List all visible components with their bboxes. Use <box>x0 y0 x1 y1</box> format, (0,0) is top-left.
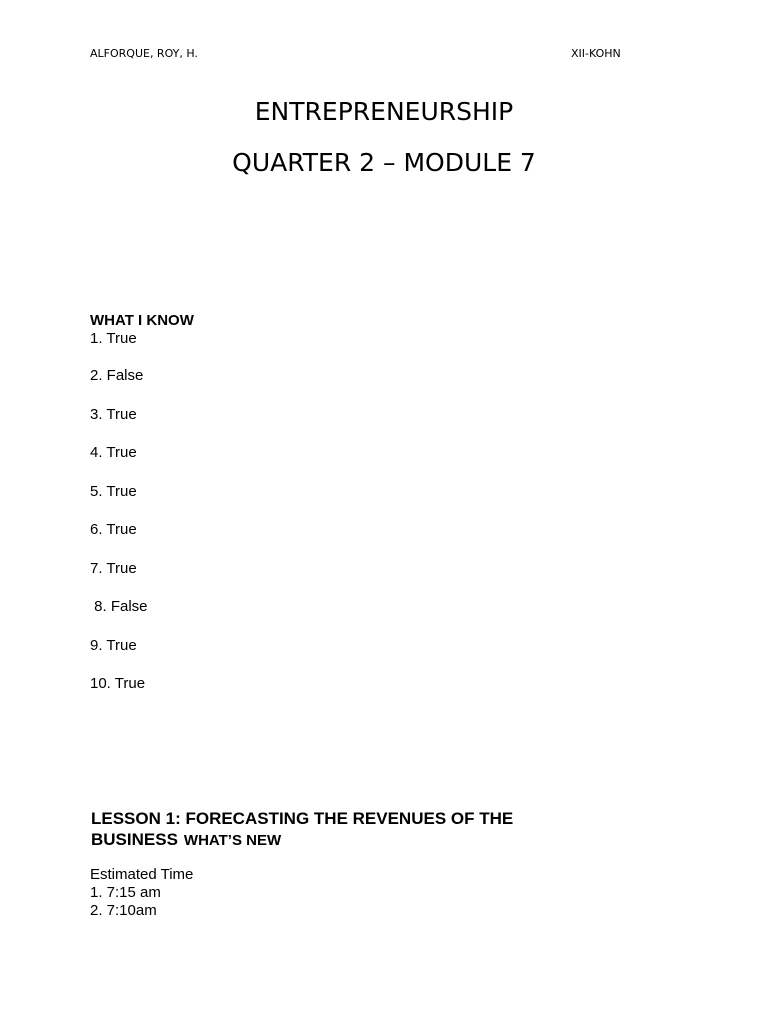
answer-item: 5. True <box>90 483 137 500</box>
lesson-title-word: BUSINESS <box>91 830 178 849</box>
answer-item: 3. True <box>90 406 137 423</box>
answer-item: 1. True <box>90 330 137 347</box>
what-i-know-heading: WHAT I KNOW <box>90 312 194 329</box>
lesson-title: LESSON 1: FORECASTING THE REVENUES OF THE <box>91 809 514 828</box>
estimated-time-item: 2. 7:10am <box>90 902 157 919</box>
lesson-title-continued <box>91 829 281 851</box>
answer-item: 9. True <box>90 637 137 654</box>
answer-item: 10. True <box>90 675 146 692</box>
estimated-time-item: 1. 7:15 am <box>90 884 161 901</box>
answer-item: 6. True <box>90 521 137 538</box>
estimated-time-label: Estimated Time <box>90 866 194 883</box>
whats-new-heading: WHAT’S NEW <box>183 832 282 849</box>
document-subtitle: QUARTER 2 – MODULE 7 <box>232 148 536 177</box>
answer-item: 8. False <box>90 598 148 615</box>
class-section: XII-KOHN <box>571 47 621 60</box>
answer-item: 4. True <box>90 444 137 461</box>
student-name: ALFORQUE, ROY, H. <box>90 47 198 60</box>
document-title: ENTREPRENEURSHIP <box>254 97 514 126</box>
answer-item: 7. True <box>90 560 137 577</box>
answer-item: 2. False <box>90 367 144 384</box>
